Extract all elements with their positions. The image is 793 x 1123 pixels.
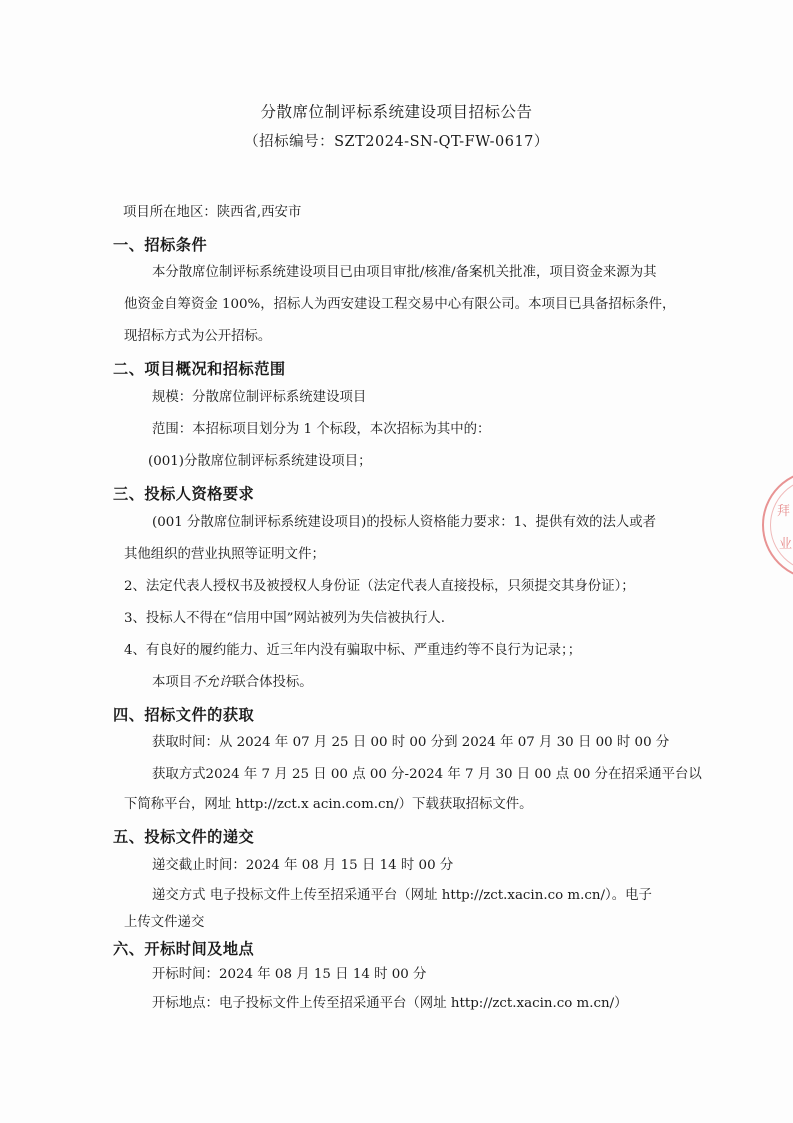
section-2-heading: 二、项目概况和招标范围 (113, 360, 286, 378)
consortium-emphasis: 不允许 (192, 675, 233, 690)
section-4-line: 下简称平台，网址 http://zct.x acin.com.cn/）下载获取招标文件。 (124, 797, 533, 812)
section-1-heading: 一、招标条件 (113, 236, 208, 254)
section-1-line: 本分散席位制评标系统建设项目已由项目审批/核准/备案机关批准，项目资金来源为其 (152, 265, 657, 280)
section-5-heading: 五、投标文件的递交 (113, 828, 255, 846)
section-3-line: 其他组织的营业执照等证明文件； (124, 547, 325, 562)
section-5-line: 递交截止时间：2024 年 08 月 15 日 14 时 00 分 (152, 858, 454, 873)
project-location: 项目所在地区：陕西省,西安市 (123, 205, 302, 220)
section-4-heading: 四、招标文件的获取 (113, 706, 255, 724)
section-2-line: 范围：本招标项目划分为 1 个标段，本次招标为其中的： (152, 422, 491, 437)
section-4-line: 获取方式2024 年 7 月 25 日 00 点 00 分-2024 年 7 月 30 日 00 点 00 分在招采通平台以 (152, 767, 702, 782)
seal-char: 业 (779, 537, 793, 552)
consortium-note (152, 674, 313, 692)
section-3-line: (001 分散席位制评标系统建设项目)的投标人资格能力要求：1、提供有效的法人或者 (152, 515, 657, 530)
section-3-line: 4、有良好的履约能力、近三年内没有骗取中标、严重违约等不良行为记录；； (124, 643, 582, 658)
section-3-line: 3、投标人不得在“信用中国”网站被列为失信被执行人. (124, 611, 446, 626)
section-3-heading: 三、投标人资格要求 (113, 485, 255, 503)
tender-number: （招标编号：SZT2024-SN-QT-FW-0617） (244, 134, 549, 150)
document-title: 分散席位制评标系统建设项目招标公告 (260, 103, 533, 121)
section-5-line: 上传文件递交 (124, 915, 205, 930)
section-3-line: 2、法定代表人授权书及被授权人身份证（法定代表人直接投标，只须提交其身份证）； (124, 579, 635, 594)
section-4-line: 获取时间：从 2024 年 07 月 25 日 00 时 00 分到 2024 年 07 月 30 日 00 时 00 分 (152, 735, 670, 750)
section-6-line: 开标地点：电子投标文件上传至招采通平台（网址 http://zct.xacin.co m.cn/） (152, 996, 628, 1011)
section-2-line: 规模：分散席位制评标系统建设项目 (152, 390, 367, 405)
seal-char: 拜 (777, 504, 791, 519)
section-5-line: 递交方式 电子投标文件上传至招采通平台（网址 http://zct.xacin.co m.cn/）。电子 (152, 888, 652, 903)
consortium-suffix: 联合体投标。 (232, 675, 313, 690)
section-6-heading: 六、开标时间及地点 (113, 940, 255, 958)
consortium-prefix: 本项目 (152, 675, 193, 690)
section-1-line: 他资金自筹资金 100%，招标人为西安建设工程交易中心有限公司。本项目已具备招标条件， (124, 297, 676, 312)
section-6-line: 开标时间：2024 年 08 月 15 日 14 时 00 分 (152, 967, 427, 982)
section-1-line: 现招标方式为公开招标。 (124, 329, 272, 344)
section-2-line: (001)分散席位制评标系统建设项目； (148, 454, 372, 469)
